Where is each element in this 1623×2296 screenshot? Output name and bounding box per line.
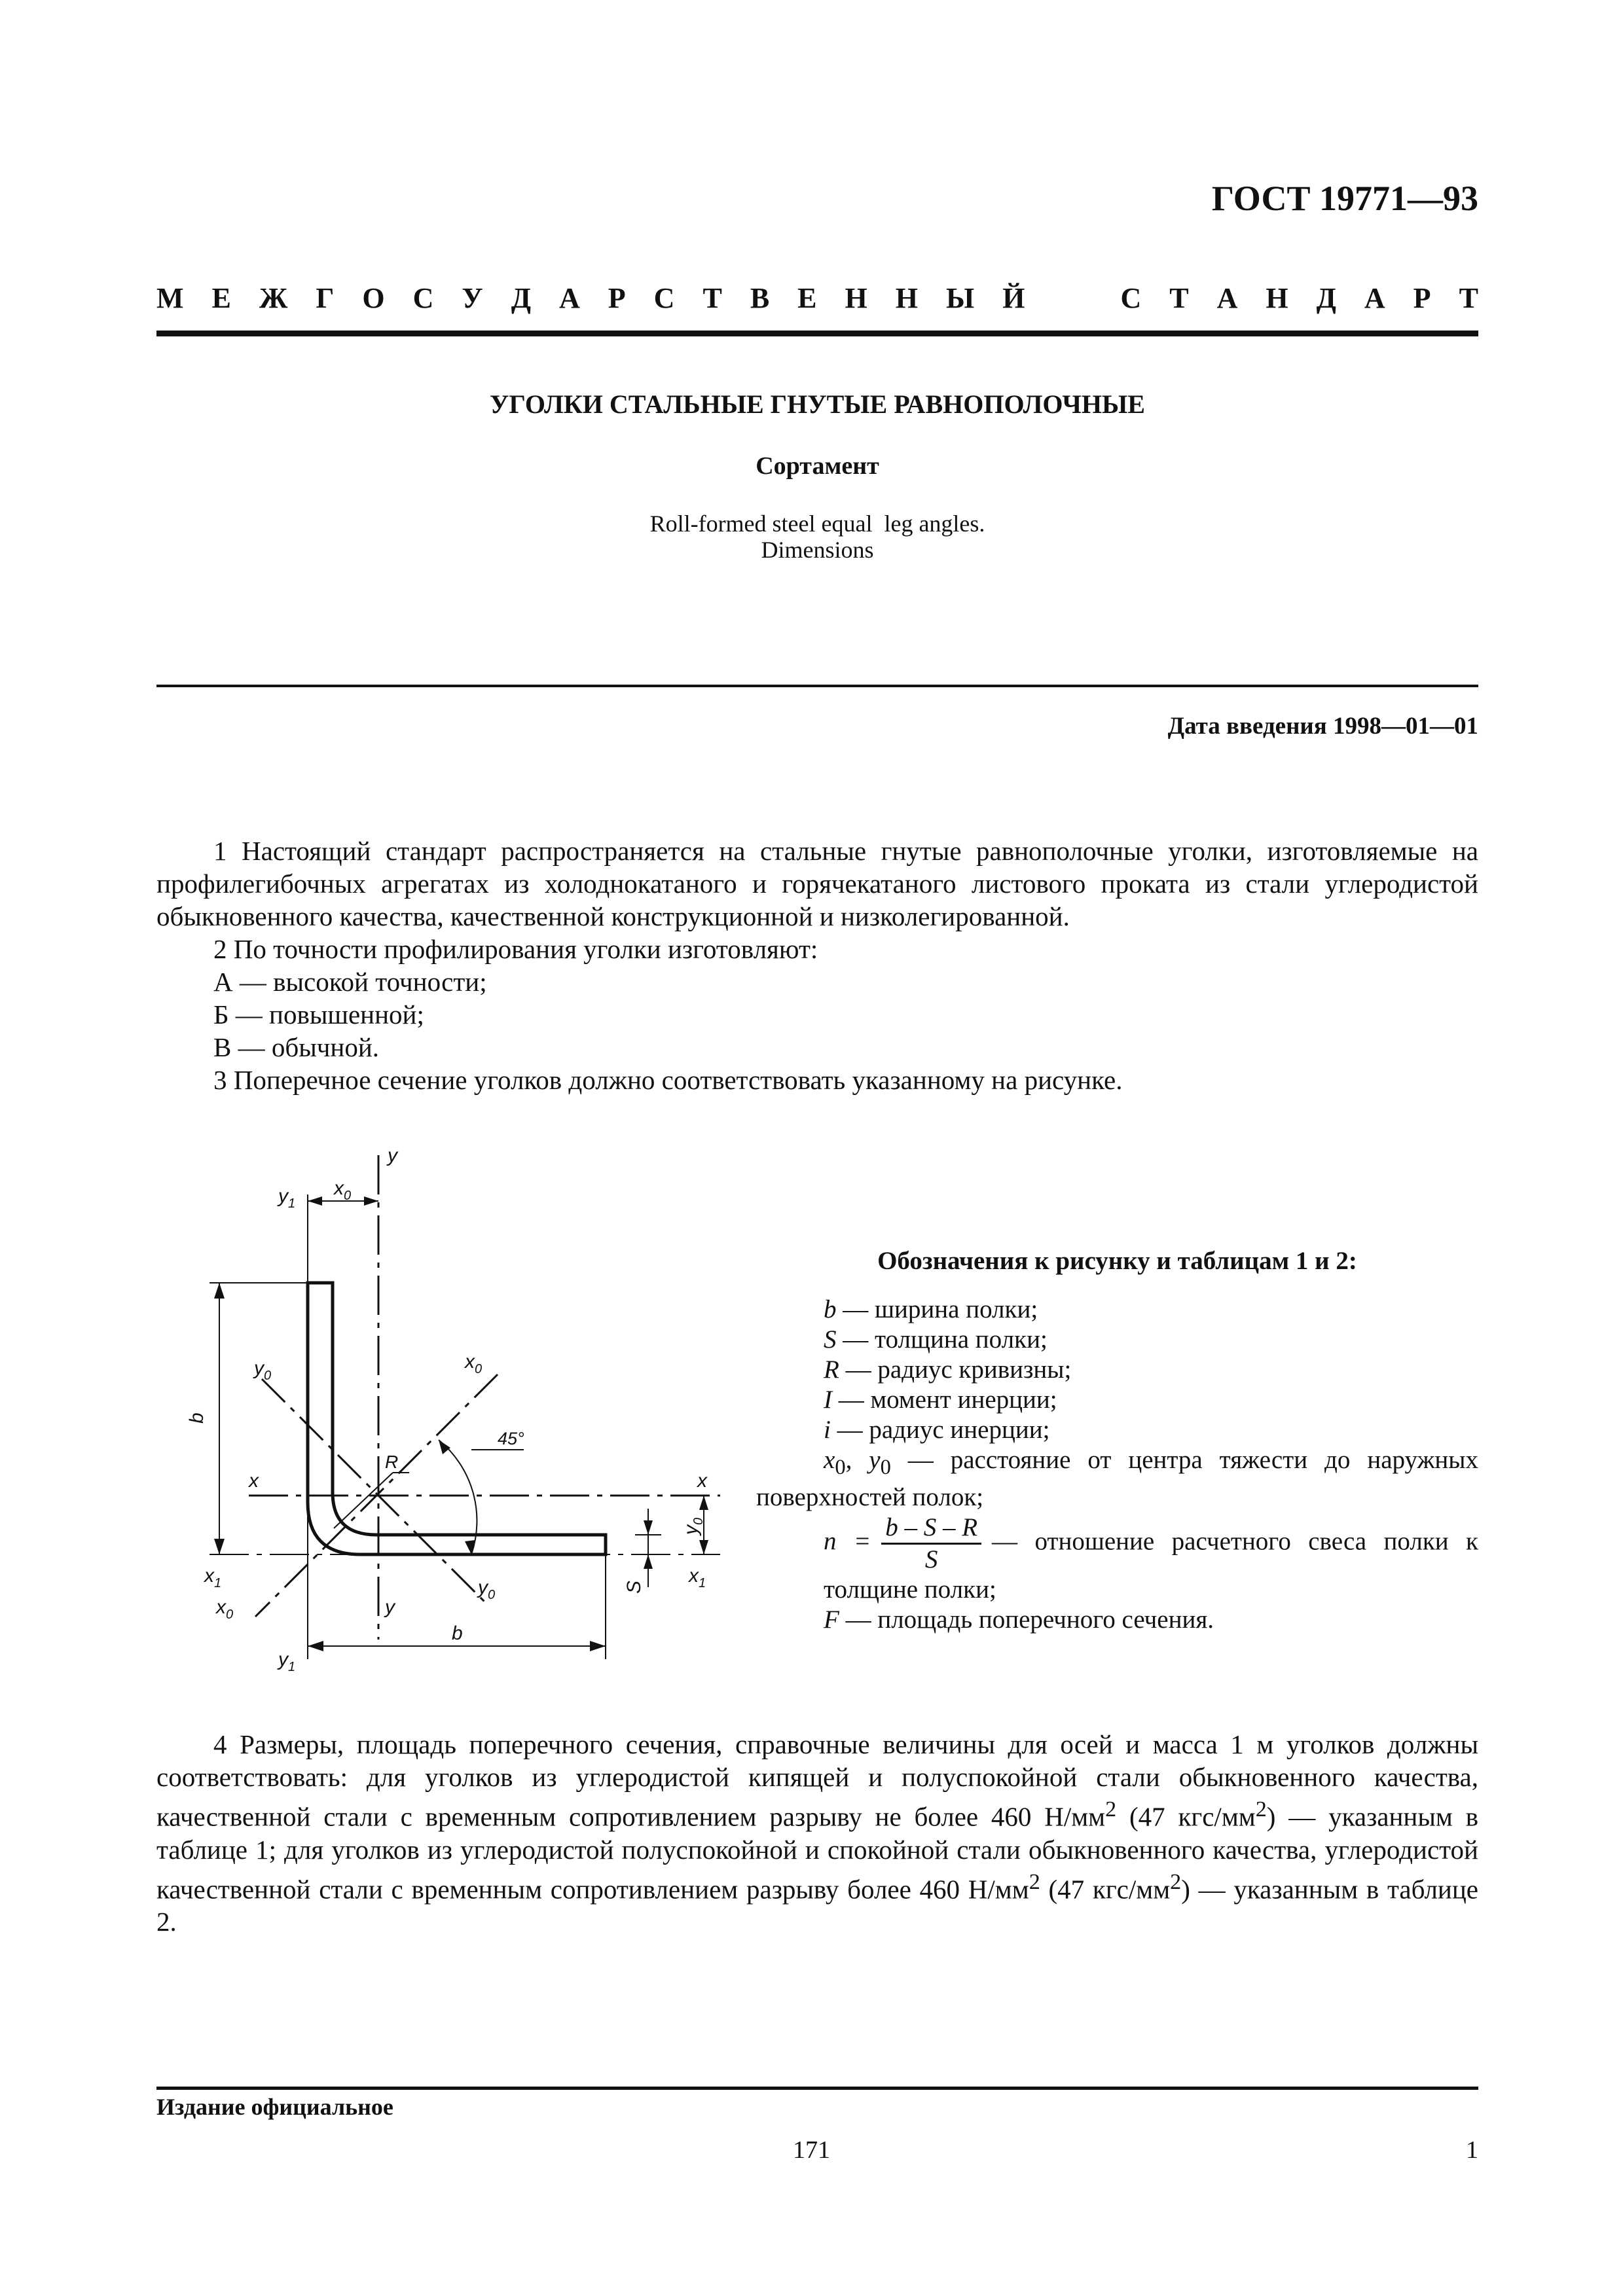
heading-letter: А bbox=[1216, 282, 1238, 314]
heading-letter: Т bbox=[1169, 282, 1189, 314]
heading-gap bbox=[1053, 281, 1092, 315]
heading-letter: С bbox=[653, 282, 675, 314]
svg-text:y1: $y_1$ bbox=[278, 1185, 296, 1211]
heading-letter: Ж bbox=[259, 282, 288, 314]
heading-letter: Й bbox=[1002, 282, 1025, 314]
svg-text:y0: $y_0$ bbox=[680, 1517, 706, 1535]
heading-letter: М bbox=[156, 282, 184, 314]
svg-text:x1: $x_1$ bbox=[689, 1565, 706, 1590]
svg-text:y1: $y_1$ bbox=[278, 1649, 296, 1674]
svg-text:x: x bbox=[697, 1470, 707, 1492]
heading-letter: Р bbox=[608, 282, 626, 314]
angle-45-arc bbox=[439, 1440, 477, 1554]
figure-legend bbox=[756, 1246, 1478, 1635]
clause-1: 1 Настоящий стандарт распространяется на стальные гнутые равнополочные уголки, изготовляемые на профилегибочных агрегатах из холоднокатаного и горячекатаного листового проката из стали углеродистой обыкновенного качества, качественной конструкционной и низколегированной. bbox=[156, 836, 1478, 931]
heading-letter: Т bbox=[702, 282, 722, 314]
svg-text:y: y bbox=[385, 1596, 395, 1618]
page-number-right: 1 bbox=[1466, 2136, 1478, 2164]
svg-text:x1: $x_1$ bbox=[204, 1565, 222, 1590]
heading-letter: Р bbox=[1413, 282, 1431, 314]
heading-letter: Г bbox=[316, 282, 335, 314]
heading-letter: Н bbox=[1266, 282, 1288, 314]
document-subtitle: Сортамент bbox=[756, 452, 879, 480]
clause-2: 2 По точности профилирования уголки изготовляют: bbox=[213, 934, 818, 964]
svg-text:y0: $y_0$ bbox=[478, 1577, 496, 1602]
angle-profile bbox=[308, 1283, 606, 1554]
heading-letter: Е bbox=[211, 282, 231, 314]
heading-letter: А bbox=[1364, 282, 1385, 314]
n-fraction: $\frac{b - S - R}{S}$ bbox=[881, 1513, 981, 1575]
heading-letter: Н bbox=[895, 282, 918, 314]
legend-item-r: R — радиус кривизны; bbox=[824, 1355, 1072, 1384]
heading-letter: У bbox=[462, 282, 483, 314]
clause-2-item-c: В — обычной. bbox=[213, 1032, 380, 1062]
legend-item-x0-y0: $x_0$, $y_0$ — расстояние от центра тяжести до наружных поверхностей полок; bbox=[756, 1446, 1478, 1511]
svg-text:y: y bbox=[388, 1145, 397, 1166]
page-number-center: 171 bbox=[793, 2136, 830, 2164]
english-title-line1: Roll-formed steel equal leg angles. bbox=[649, 511, 985, 537]
legend-item-moment: I — момент инерции; bbox=[824, 1386, 1057, 1414]
heading-letter: С bbox=[1120, 282, 1142, 314]
legend-heading: Обозначения к рисунку и таблицам 1 и 2: bbox=[877, 1247, 1357, 1275]
footer-rule bbox=[156, 2087, 1478, 2090]
angle-cross-section-figure bbox=[177, 1142, 733, 1685]
standard-type-heading bbox=[156, 281, 1478, 315]
svg-text:x0: $x_0$ bbox=[216, 1596, 234, 1622]
heading-letter: Т bbox=[1459, 282, 1478, 314]
clauses-1-3 bbox=[156, 834, 1478, 1096]
svg-text:x0: $x_0$ bbox=[334, 1177, 352, 1203]
svg-text:x0: $x_0$ bbox=[465, 1351, 483, 1376]
figure-labels bbox=[186, 1145, 708, 1674]
clause-3: 3 Поперечное сечение уголков должно соответствовать указанному на рисунке. bbox=[213, 1065, 1123, 1095]
clause-2-item-b: Б — повышенной; bbox=[213, 999, 424, 1030]
heading-letter: А bbox=[559, 282, 580, 314]
intro-date: Дата введения 1998—01—01 bbox=[1167, 713, 1478, 740]
title-rule bbox=[156, 685, 1478, 687]
heading-letter: Е bbox=[797, 282, 817, 314]
svg-text:b: b bbox=[452, 1623, 463, 1644]
heading-letter: Ы bbox=[946, 282, 975, 314]
heading-letter: Н bbox=[845, 282, 867, 314]
svg-text:x: x bbox=[249, 1470, 259, 1492]
document-title: УГОЛКИ СТАЛЬНЫЕ ГНУТЫЕ РАВНОПОЛОЧНЫЕ bbox=[490, 389, 1145, 419]
svg-text:y0: $y_0$ bbox=[254, 1357, 272, 1383]
svg-text:45°: 45° bbox=[498, 1429, 524, 1448]
heading-letter: Д bbox=[1316, 282, 1336, 314]
svg-text:S: S bbox=[623, 1580, 645, 1594]
legend-item-f: F — площадь поперечного сечения. bbox=[824, 1605, 1214, 1634]
heading-letter: Д bbox=[511, 282, 531, 314]
edition-label: Издание официальное bbox=[156, 2094, 393, 2120]
heading-letter: С bbox=[412, 282, 434, 314]
header-rule bbox=[156, 331, 1478, 336]
clause-2-item-a: А — высокой точности; bbox=[213, 967, 487, 997]
gost-number: ГОСТ 19771—93 bbox=[1211, 179, 1478, 218]
svg-text:R: R bbox=[385, 1452, 399, 1472]
english-title-line2: Dimensions bbox=[761, 537, 874, 563]
legend-item-n: n = $\frac{b - S - R}{S}$ — отношение расчетного свеса полки к толщине полки; bbox=[824, 1513, 1478, 1604]
heading-letter: В bbox=[750, 282, 770, 314]
clause-4: 4 Размеры, площадь поперечного сечения, справочные величины для осей и масса 1 м уголков должны соответствовать: для уголков из углеродистой кипящей и полуспокойной стали обыкновенного качества, качественной стали с временным сопротивлением разрыву не более 460 $Н/мм^2$ (47 кгс/$мм^2$) — указанным в таблице 1; для уголков из углеродистой полуспокойной и спокойной стали обыкновенного качества, углеродистой качественной стали с временным сопротивлением разрыву более 460 $Н/мм^2$ (47 кгс/$мм^2$) — указанным в таблице 2. bbox=[156, 1729, 1478, 1937]
legend-item-s: S — толщина полки; bbox=[824, 1325, 1048, 1354]
legend-item-radius: i — радиус инерции; bbox=[824, 1416, 1050, 1444]
svg-text:b: b bbox=[186, 1412, 208, 1424]
heading-letter: О bbox=[362, 282, 385, 314]
english-title bbox=[156, 511, 1478, 563]
legend-item-b: b — ширина полки; bbox=[824, 1295, 1038, 1323]
